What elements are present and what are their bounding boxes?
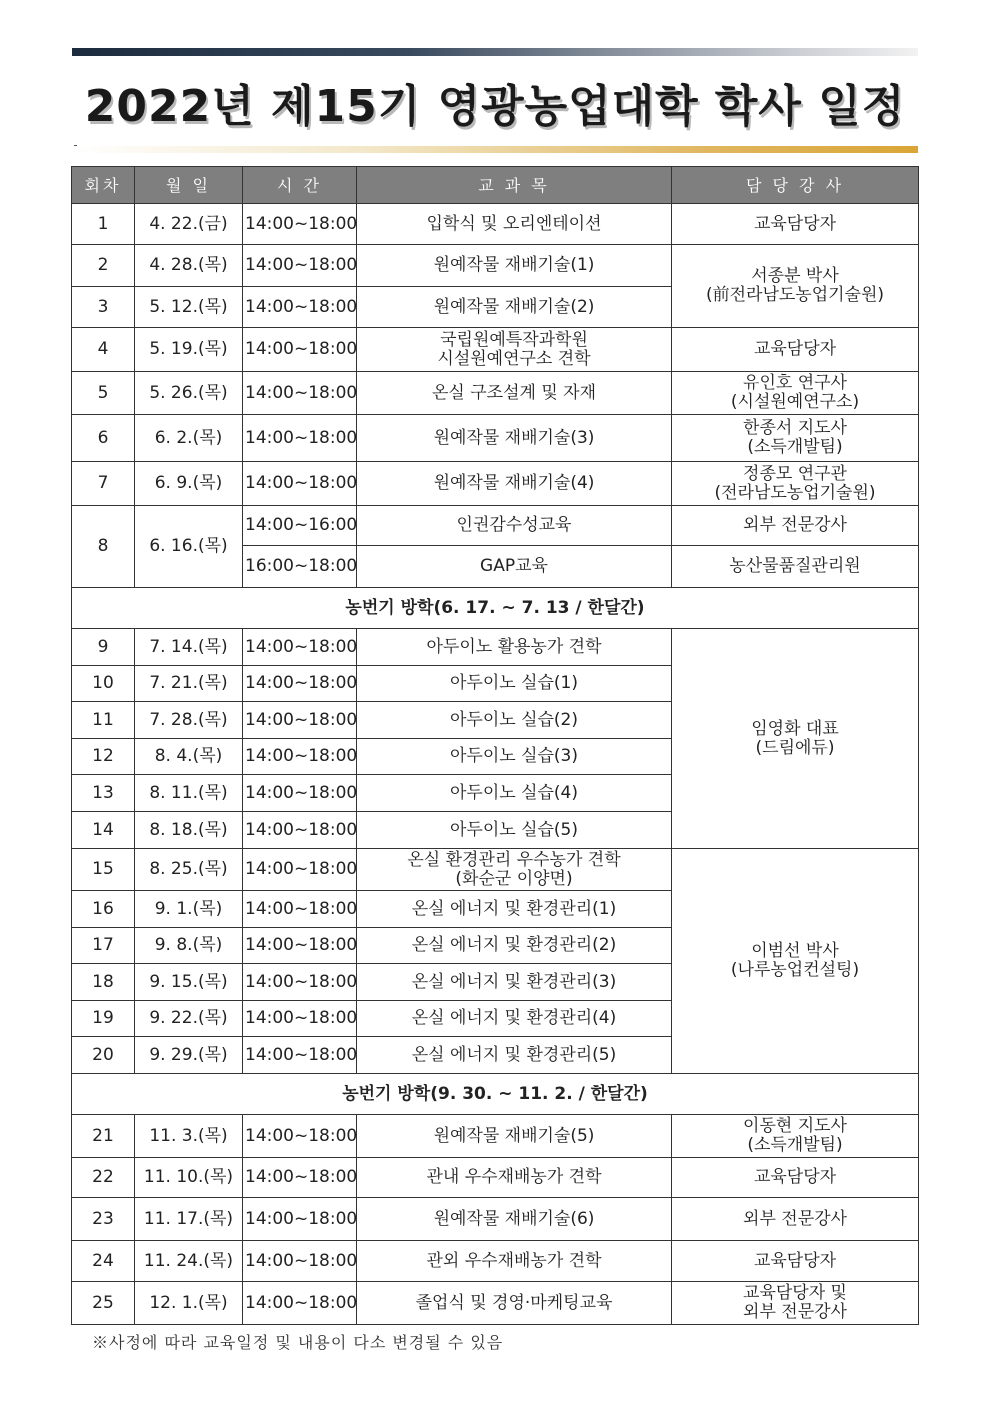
subject-cell [357, 702, 672, 739]
subject-cell [357, 891, 672, 928]
instructor-text: 유인호 연구사 [743, 373, 847, 393]
instructor-text: 이범선 박사 [751, 941, 839, 961]
subject-cell [357, 415, 672, 462]
subject-cell [357, 849, 672, 891]
subject-cell [357, 287, 672, 328]
subject-text: 온실 에너지 및 환경관리(4) [411, 1008, 617, 1028]
subject-text: 시설원예연구소 견학 [437, 348, 591, 369]
round-cell: 17 [72, 928, 135, 964]
time-cell: 14:00~18:00 [243, 1037, 357, 1074]
instructor-cell [672, 1115, 919, 1158]
instructor-affiliation: (소득개발팀) [747, 1135, 843, 1155]
time-cell: 14:00~18:00 [243, 849, 357, 891]
round-cell: 18 [72, 964, 135, 1001]
date-cell: 7. 21.(목) [135, 666, 243, 702]
date-cell: 11. 17.(목) [135, 1198, 243, 1241]
subject-text: 원예작물 재배기술(6) [433, 1208, 595, 1229]
instructor-text: 농산물품질관리원 [729, 556, 861, 576]
instructor-cell [672, 1198, 919, 1241]
time-cell: 14:00~16:00 [243, 506, 357, 546]
subject-text: 관내 우수재배농가 견학 [426, 1167, 602, 1187]
subject-text: 온실 환경관리 우수농가 견학 [407, 849, 621, 870]
round-cell: 2 [72, 245, 135, 287]
subject-text: 원예작물 재배기술(1) [433, 255, 595, 275]
date-cell: 4. 22.(금) [135, 204, 243, 245]
round-cell: 14 [72, 812, 135, 849]
header-time: 시 간 [243, 167, 357, 204]
table-row [72, 849, 919, 891]
date-cell: 8. 11.(목) [135, 775, 243, 812]
date-cell: 7. 14.(목) [135, 629, 243, 666]
table-row [72, 1158, 919, 1198]
round-cell: 23 [72, 1198, 135, 1241]
instructor-cell [672, 328, 919, 372]
instructor-cell [672, 204, 919, 245]
break-label: 농번기 방학(9. 30. ~ 11. 2. / 한달간) [72, 1074, 919, 1115]
round-cell: 11 [72, 702, 135, 739]
round-cell: 9 [72, 629, 135, 666]
instructor-text: 교육담당자 및 [743, 1283, 847, 1303]
instructor-cell [672, 546, 919, 588]
instructor-text: 교육담당자 [753, 1250, 837, 1271]
instructor-affiliation: (나루농업컨설팅) [730, 960, 860, 980]
round-cell: 13 [72, 775, 135, 812]
subject-cell [357, 666, 672, 702]
round-cell: 4 [72, 328, 135, 372]
instructor-affiliation: (전라남도농업기술원) [714, 482, 876, 503]
subject-cell [357, 964, 672, 1001]
round-cell: 8 [72, 506, 135, 588]
subject-cell [357, 812, 672, 849]
date-cell: 8. 4.(목) [135, 739, 243, 775]
title-top-rule [72, 48, 918, 56]
instructor-cell [672, 245, 919, 328]
subject-cell [357, 928, 672, 964]
date-cell: 11. 3.(목) [135, 1115, 243, 1158]
time-cell: 14:00~18:00 [243, 928, 357, 964]
time-cell: 14:00~18:00 [243, 1001, 357, 1037]
instructor-text: 서종분 박사 [751, 266, 839, 286]
table-row [72, 506, 919, 546]
time-cell: 14:00~18:00 [243, 328, 357, 372]
subject-cell [357, 546, 672, 588]
header-round: 회차 [72, 167, 135, 204]
time-cell: 14:00~18:00 [243, 891, 357, 928]
header-row [72, 167, 919, 204]
time-cell: 14:00~18:00 [243, 1198, 357, 1241]
time-cell: 14:00~18:00 [243, 1282, 357, 1325]
instructor-text: 교육담당자 [753, 213, 837, 234]
subject-text: 인권감수성교육 [456, 515, 572, 535]
break-row [72, 1074, 919, 1115]
subject-text: 관외 우수재배농가 견학 [426, 1250, 602, 1271]
round-cell: 6 [72, 415, 135, 462]
table-row [72, 245, 919, 287]
table-row [72, 1115, 919, 1158]
subject-text: 아두이노 실습(1) [449, 673, 579, 693]
time-cell: 14:00~18:00 [243, 739, 357, 775]
instructor-cell [672, 1282, 919, 1325]
time-cell: 14:00~18:00 [243, 812, 357, 849]
table-row [72, 1198, 919, 1241]
instructor-text: 외부 전문강사 [743, 515, 847, 535]
header-date: 월 일 [135, 167, 243, 204]
instructor-cell [672, 506, 919, 546]
instructor-affiliation: 외부 전문강사 [743, 1302, 847, 1322]
round-cell: 22 [72, 1158, 135, 1198]
time-cell: 14:00~18:00 [243, 702, 357, 739]
subject-text: 아두이노 실습(4) [449, 782, 579, 803]
round-cell: 3 [72, 287, 135, 328]
subject-cell [357, 775, 672, 812]
round-cell: 7 [72, 462, 135, 506]
page-title: 2022년 제15기 영광농업대학 학사 일정 [84, 81, 906, 132]
table-row [72, 462, 919, 506]
subject-text: 아두이노 활용농가 견학 [426, 636, 602, 657]
subject-cell [357, 1037, 672, 1074]
date-cell: 5. 12.(목) [135, 287, 243, 328]
schedule-table [71, 166, 919, 1325]
subject-cell [357, 245, 672, 287]
subject-text: 입학식 및 오리엔테이션 [426, 213, 602, 234]
subject-cell [357, 372, 672, 415]
time-cell: 14:00~18:00 [243, 666, 357, 702]
date-cell: 6. 16.(목) [135, 506, 243, 588]
date-cell: 8. 25.(목) [135, 849, 243, 891]
round-cell: 12 [72, 739, 135, 775]
date-cell: 7. 28.(목) [135, 702, 243, 739]
footnote: ※사정에 따라 교육일정 및 내용이 다소 변경될 수 있음 [92, 1333, 504, 1352]
subject-text: 온실 에너지 및 환경관리(3) [411, 971, 617, 992]
date-cell: 6. 9.(목) [135, 462, 243, 506]
instructor-cell [672, 849, 919, 1074]
table-row [72, 629, 919, 666]
table-row [72, 1282, 919, 1325]
date-cell: 4. 28.(목) [135, 245, 243, 287]
subject-text: 온실 에너지 및 환경관리(1) [411, 898, 617, 919]
subject-cell [357, 1158, 672, 1198]
date-cell: 11. 10.(목) [135, 1158, 243, 1198]
subject-text: 아두이노 실습(2) [449, 709, 579, 730]
break-row [72, 588, 919, 629]
table-row [72, 328, 919, 372]
round-cell: 20 [72, 1037, 135, 1074]
table-row [72, 372, 919, 415]
subject-cell [357, 506, 672, 546]
header-subject: 교 과 목 [357, 167, 672, 204]
table-row [72, 415, 919, 462]
instructor-text: 이동현 지도사 [743, 1116, 847, 1136]
subject-text: 온실 에너지 및 환경관리(2) [411, 935, 617, 955]
subject-text: 원예작물 재배기술(2) [433, 296, 595, 317]
date-cell: 9. 29.(목) [135, 1037, 243, 1074]
instructor-cell [672, 1158, 919, 1198]
subject-cell [357, 1198, 672, 1241]
subject-text: 원예작물 재배기술(5) [433, 1125, 595, 1146]
date-cell: 5. 19.(목) [135, 328, 243, 372]
subject-text: 졸업식 및 경영·마케팅교육 [415, 1292, 613, 1313]
instructor-text: 교육담당자 [753, 339, 837, 359]
instructor-cell [672, 1241, 919, 1282]
date-cell: 8. 18.(목) [135, 812, 243, 849]
round-cell: 19 [72, 1001, 135, 1037]
date-cell: 9. 22.(목) [135, 1001, 243, 1037]
time-cell: 14:00~18:00 [243, 204, 357, 245]
time-cell: 14:00~18:00 [243, 1241, 357, 1282]
round-cell: 24 [72, 1241, 135, 1282]
title-bottom-rule [72, 146, 918, 153]
date-cell: 12. 1.(목) [135, 1282, 243, 1325]
date-cell: 6. 2.(목) [135, 415, 243, 462]
subject-text: 아두이노 실습(5) [449, 819, 579, 840]
subject-cell [357, 1001, 672, 1037]
date-cell: 9. 8.(목) [135, 928, 243, 964]
instructor-affiliation: (시설원예연구소) [730, 392, 860, 412]
instructor-text: 임영화 대표 [751, 718, 839, 739]
round-cell: 15 [72, 849, 135, 891]
time-cell: 14:00~18:00 [243, 287, 357, 328]
instructor-text: 교육담당자 [753, 1167, 837, 1187]
instructor-affiliation: (前전라남도농업기술원) [705, 285, 885, 305]
instructor-cell [672, 415, 919, 462]
time-cell: 14:00~18:00 [243, 372, 357, 415]
subject-text: GAP교육 [480, 556, 548, 576]
date-cell: 11. 24.(목) [135, 1241, 243, 1282]
subject-cell [357, 462, 672, 506]
time-cell: 14:00~18:00 [243, 462, 357, 506]
subject-text: 온실 에너지 및 환경관리(5) [411, 1044, 617, 1065]
subject-cell [357, 629, 672, 666]
subject-cell [357, 328, 672, 372]
header-instructor: 담 당 강 사 [672, 167, 919, 204]
table-row [72, 1241, 919, 1282]
subject-cell [357, 739, 672, 775]
instructor-text: 외부 전문강사 [743, 1208, 847, 1229]
round-cell: 5 [72, 372, 135, 415]
time-cell: 14:00~18:00 [243, 415, 357, 462]
instructor-cell [672, 629, 919, 849]
table-row [72, 204, 919, 245]
time-cell: 14:00~18:00 [243, 775, 357, 812]
time-cell: 14:00~18:00 [243, 245, 357, 287]
date-cell: 5. 26.(목) [135, 372, 243, 415]
instructor-cell [672, 462, 919, 506]
subject-cell [357, 204, 672, 245]
round-cell: 21 [72, 1115, 135, 1158]
round-cell: 10 [72, 666, 135, 702]
time-cell: 14:00~18:00 [243, 964, 357, 1001]
round-cell: 16 [72, 891, 135, 928]
subject-text: 원예작물 재배기술(4) [433, 473, 595, 493]
break-label: 농번기 방학(6. 17. ~ 7. 13 / 한달간) [72, 588, 919, 629]
time-cell: 16:00~18:00 [243, 546, 357, 588]
round-cell: 1 [72, 204, 135, 245]
subject-text: 국립원예특작과학원 [440, 329, 588, 350]
time-cell: 14:00~18:00 [243, 1115, 357, 1158]
instructor-cell [672, 372, 919, 415]
round-cell: 25 [72, 1282, 135, 1325]
instructor-text: 한종서 지도사 [743, 418, 847, 438]
subject-cell [357, 1115, 672, 1158]
date-cell: 9. 1.(목) [135, 891, 243, 928]
subject-cell [357, 1241, 672, 1282]
instructor-affiliation: (소득개발팀) [747, 437, 843, 457]
time-cell: 14:00~18:00 [243, 1158, 357, 1198]
instructor-text: 정종모 연구관 [743, 463, 847, 484]
subject-cell [357, 1282, 672, 1325]
time-cell: 14:00~18:00 [243, 629, 357, 666]
subject-text: 온실 구조설계 및 자재 [431, 382, 596, 403]
subject-text: (화순군 이양면) [455, 868, 573, 889]
date-cell: 9. 15.(목) [135, 964, 243, 1001]
instructor-affiliation: (드림에듀) [755, 737, 835, 758]
subject-text: 원예작물 재배기술(3) [433, 427, 595, 448]
subject-text: 아두이노 실습(3) [449, 746, 579, 766]
